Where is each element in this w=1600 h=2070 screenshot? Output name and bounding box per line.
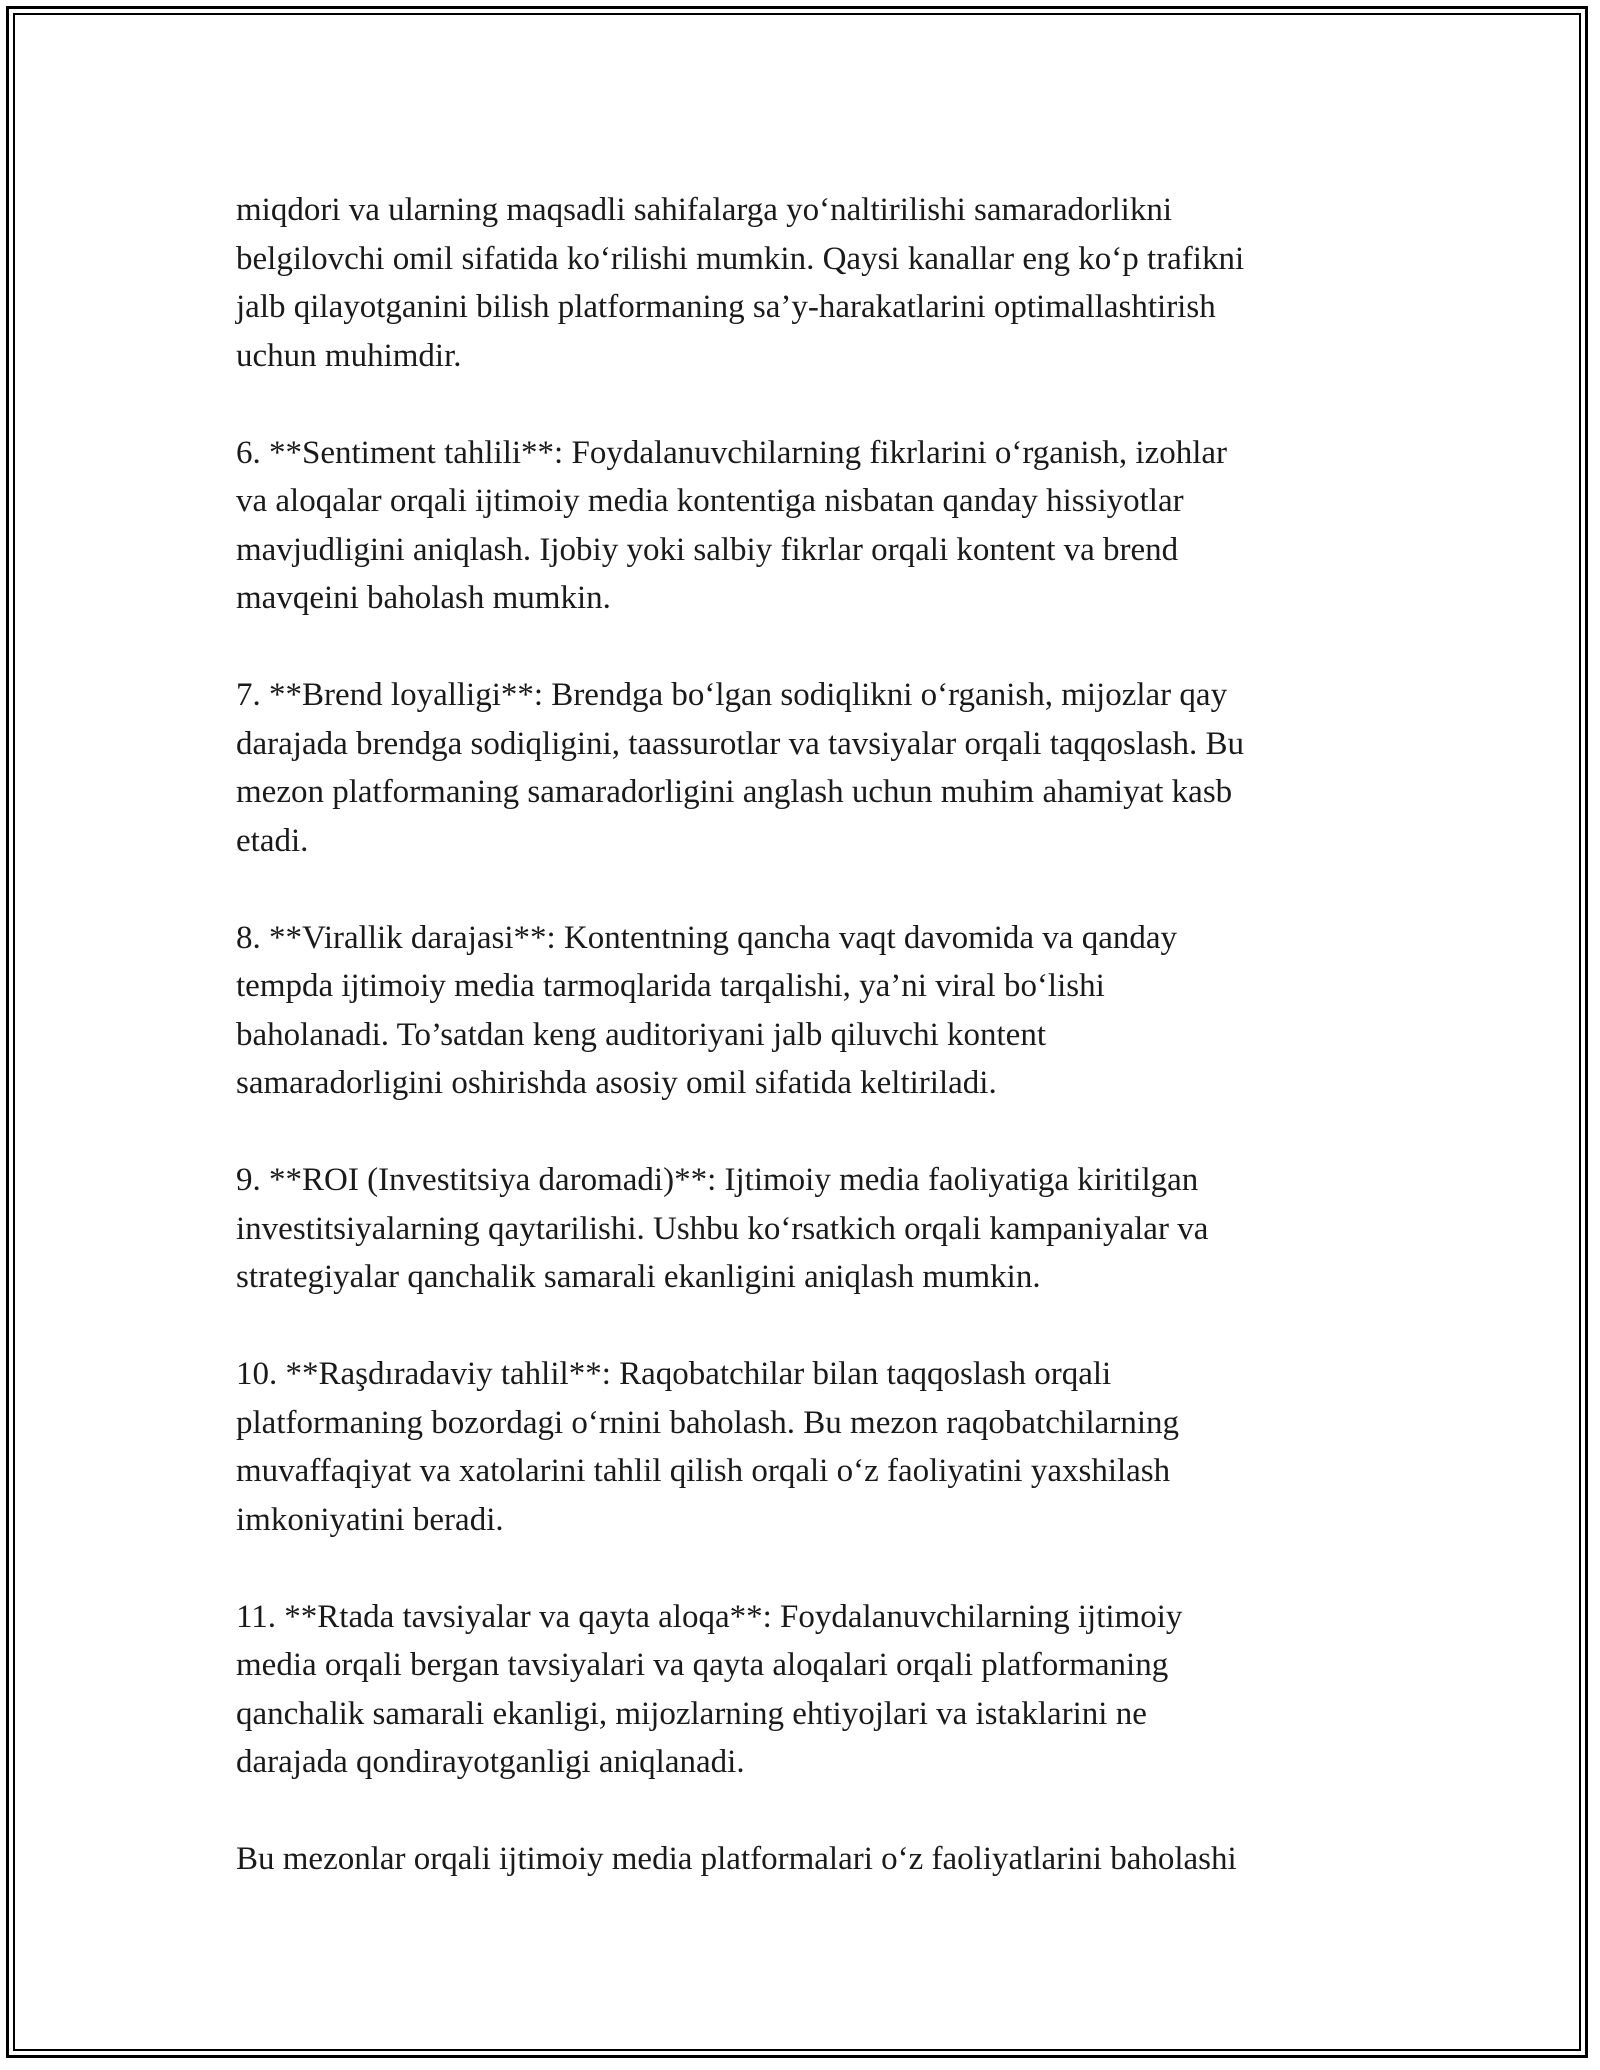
document-body xyxy=(236,186,1416,1932)
paragraph-sentiment-analysis: 6. **Sentiment tahlili**: Foydalanuvchilarning fikrlarini o‘rganish, izohlar va aloqalar orqali ijtimoiy media kontentiga nisbatan qanday hissiyotlar mavjudligini aniqlash. Ijobiy yoki salbiy fikrlar orqali kontent va brend mavqeini baholash mumkin. xyxy=(236,434,1228,616)
paragraph-roi: 9. **ROI (Investitsiya daromadi)**: Ijtimoiy media faoliyatiga kiritilgan investitsiyalarning qaytarilishi. Ushbu ko‘rsatkich orqali kampaniyalar va strategiyalar qanchalik samarali ekanligini aniqlash mumkin. xyxy=(236,1162,1209,1295)
paragraph-conclusion: Bu mezonlar orqali ijtimoiy media platformalari o‘z faoliyatlarini baholashi xyxy=(236,1841,1237,1877)
paragraph-virality: 8. **Virallik darajasi**: Kontentning qancha vaqt davomida va qanday tempda ijtimoiy media tarmoqlarida tarqalishi, ya’ni viral bo‘lishi baholanadi. To’satdan keng auditoriyani jalb qiluvchi kontent samaradorligini oshirishda asosiy omil sifatida keltiriladi. xyxy=(236,919,1177,1101)
paragraph-brand-loyalty: 7. **Brend loyalligi**: Brendga bo‘lgan sodiqlikni o‘rganish, mijozlar qay darajada brendga sodiqligini, taassurotlar va tavsiyalar orqali taqqoslash. Bu mezon platformaning samaradorligini anglash uchun muhim ahamiyat kasb etadi. xyxy=(236,677,1245,859)
paragraph-traffic-continuation: miqdori va ularning maqsadli sahifalarga yo‘naltirilishi samaradorlikni belgilovchi omil sifatida ko‘rilishi mumkin. Qaysi kanallar eng ko‘p trafikni jalb qilayotganini bilish platformaning sa’y-harakatlarini optimallashtirish uchun muhimdir. xyxy=(236,192,1245,374)
paragraph-feedback: 11. **Rtada tavsiyalar va qayta aloqa**: Foydalanuvchilarning ijtimoiy media orqali bergan tavsiyalari va qayta aloqalari orqali platformaning qanchalik samarali ekanligi, mijozlarning ehtiyojlari va istaklarini ne darajada qondirayotganligi aniqlanadi. xyxy=(236,1598,1183,1780)
paragraph-competitive-analysis: 10. **Raşdıradaviy tahlil**: Raqobatchilar bilan taqqoslash orqali platformaning bozordagi o‘rnini baholash. Bu mezon raqobatchilarning muvaffaqiyat va xatolarini tahlil qilish orqali o‘z faoliyatini yaxshilash imkoniyatini beradi. xyxy=(236,1356,1179,1538)
